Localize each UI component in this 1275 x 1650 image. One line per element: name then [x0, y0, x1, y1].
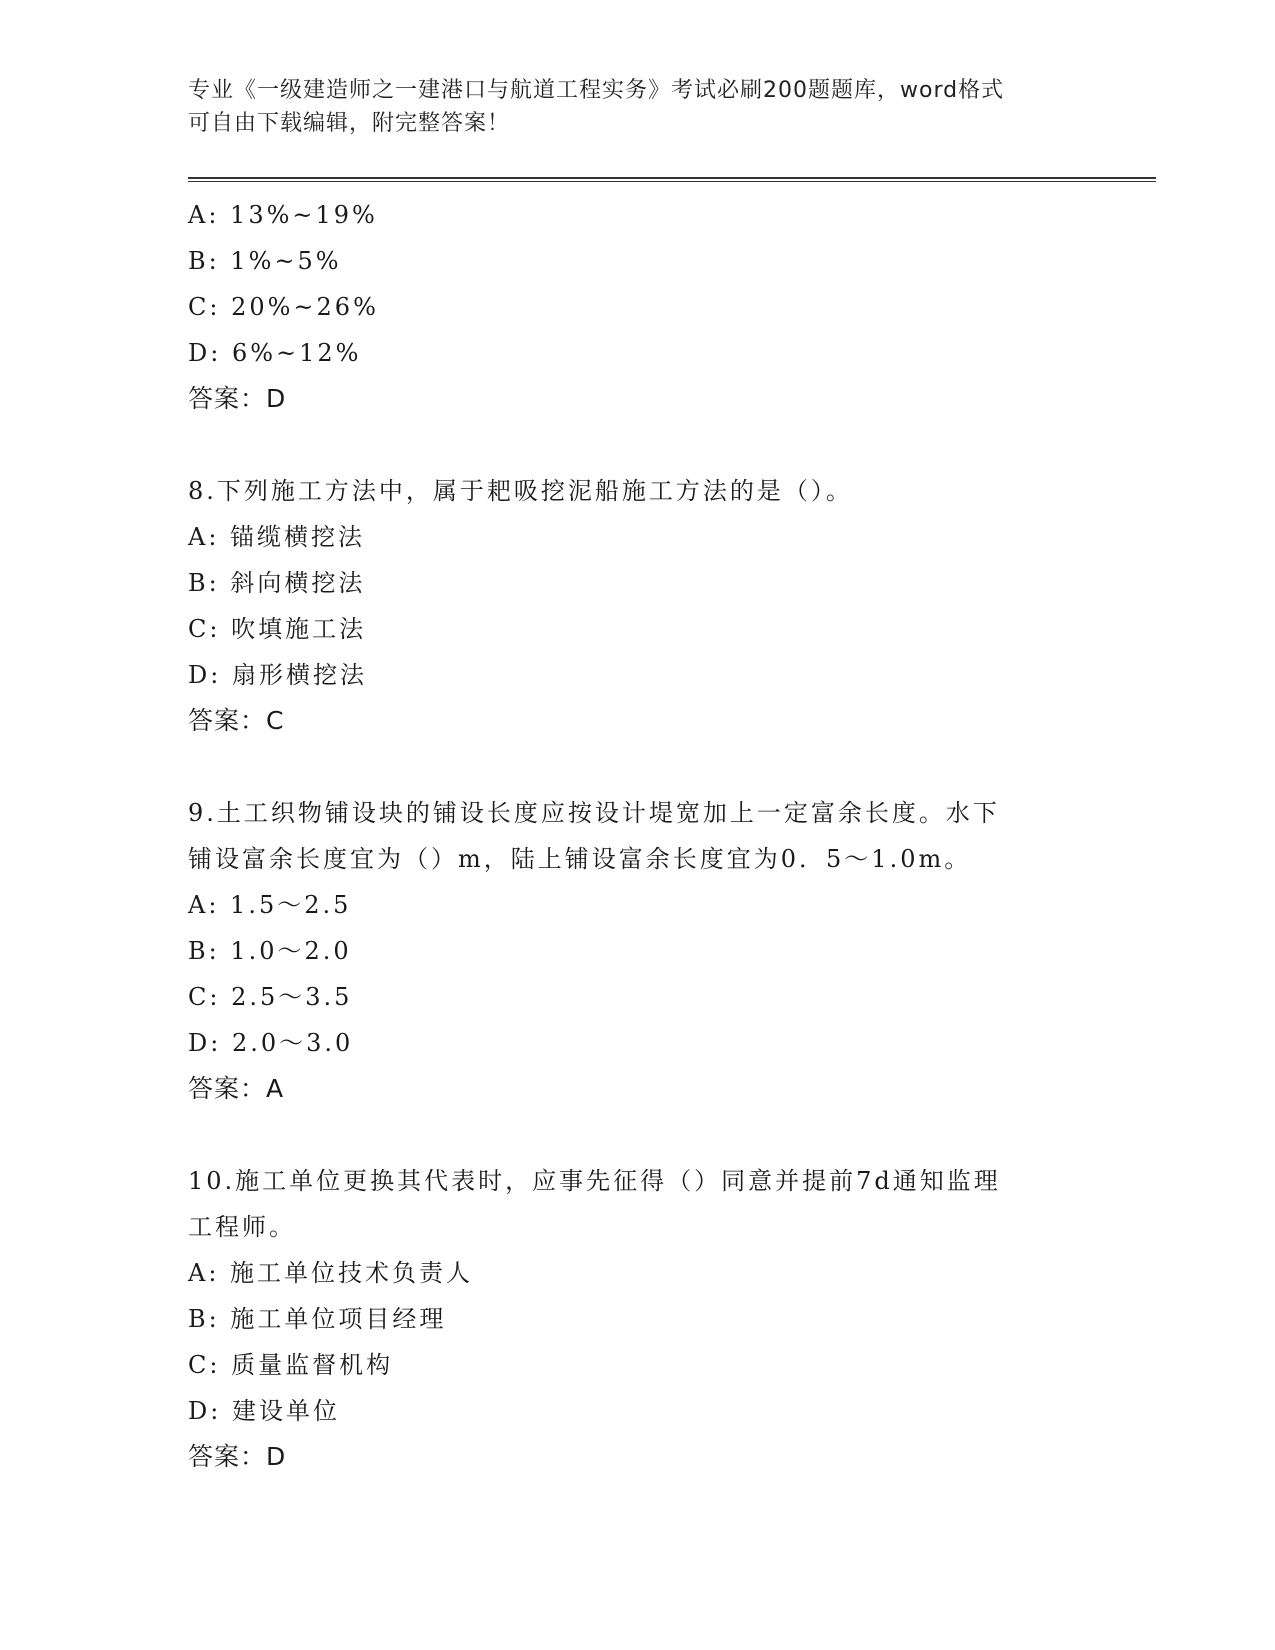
header-line-2: 可自由下载编辑，附完整答案！	[188, 111, 511, 136]
question-stem: 8.下列施工方法中，属于耙吸挖泥船施工方法的是（）。	[188, 477, 853, 505]
question-stem: 10.施工单位更换其代表时，应事先征得（）同意并提前7d通知监理	[188, 1167, 1001, 1195]
option-c: C: 20%~26%	[188, 293, 379, 321]
option-b: B: 1.0～2.0	[188, 937, 352, 965]
option-c: C: 质量监督机构	[188, 1351, 394, 1379]
question-block-9	[188, 790, 1088, 1112]
answer-line: 答案：D	[188, 384, 287, 413]
option-a: A: 施工单位技术负责人	[188, 1259, 474, 1287]
question-block-10	[188, 1158, 1088, 1480]
option-d: D: 建设单位	[188, 1397, 340, 1425]
option-d: D: 扇形横挖法	[188, 661, 367, 689]
option-c: C: 吹填施工法	[188, 615, 367, 643]
question-block-7	[188, 192, 1088, 422]
option-a: A: 锚缆横挖法	[188, 523, 366, 551]
spacer	[188, 744, 1088, 790]
page-header	[188, 74, 1068, 140]
question-block-8	[188, 468, 1088, 744]
option-a: A: 13%~19%	[188, 201, 378, 229]
option-b: B: 斜向横挖法	[188, 569, 366, 597]
spacer	[188, 422, 1088, 468]
question-stem-continued: 工程师。	[188, 1213, 296, 1241]
question-stem-continued: 铺设富余长度宜为（）m，陆上铺设富余长度宜为0．5～1.0m。	[188, 845, 972, 873]
document-body	[188, 192, 1088, 1480]
option-d: D: 6%~12%	[188, 339, 362, 367]
option-a: A: 1.5～2.5	[188, 891, 352, 919]
answer-line: 答案：C	[188, 706, 285, 735]
option-d: D: 2.0～3.0	[188, 1029, 354, 1057]
header-line-1: 专业《一级建造师之一建港口与航道工程实务》考试必刷200题题库，word格式	[188, 78, 1005, 103]
option-c: C: 2.5～3.5	[188, 983, 353, 1011]
answer-line: 答案：A	[188, 1074, 285, 1103]
option-b: B: 1%~5%	[188, 247, 342, 275]
answer-line: 答案：D	[188, 1442, 287, 1471]
question-stem: 9.土工织物铺设块的铺设长度应按设计堤宽加上一定富余长度。水下	[188, 799, 1000, 827]
option-b: B: 施工单位项目经理	[188, 1305, 447, 1333]
header-divider	[188, 177, 1156, 182]
spacer	[188, 1112, 1088, 1158]
